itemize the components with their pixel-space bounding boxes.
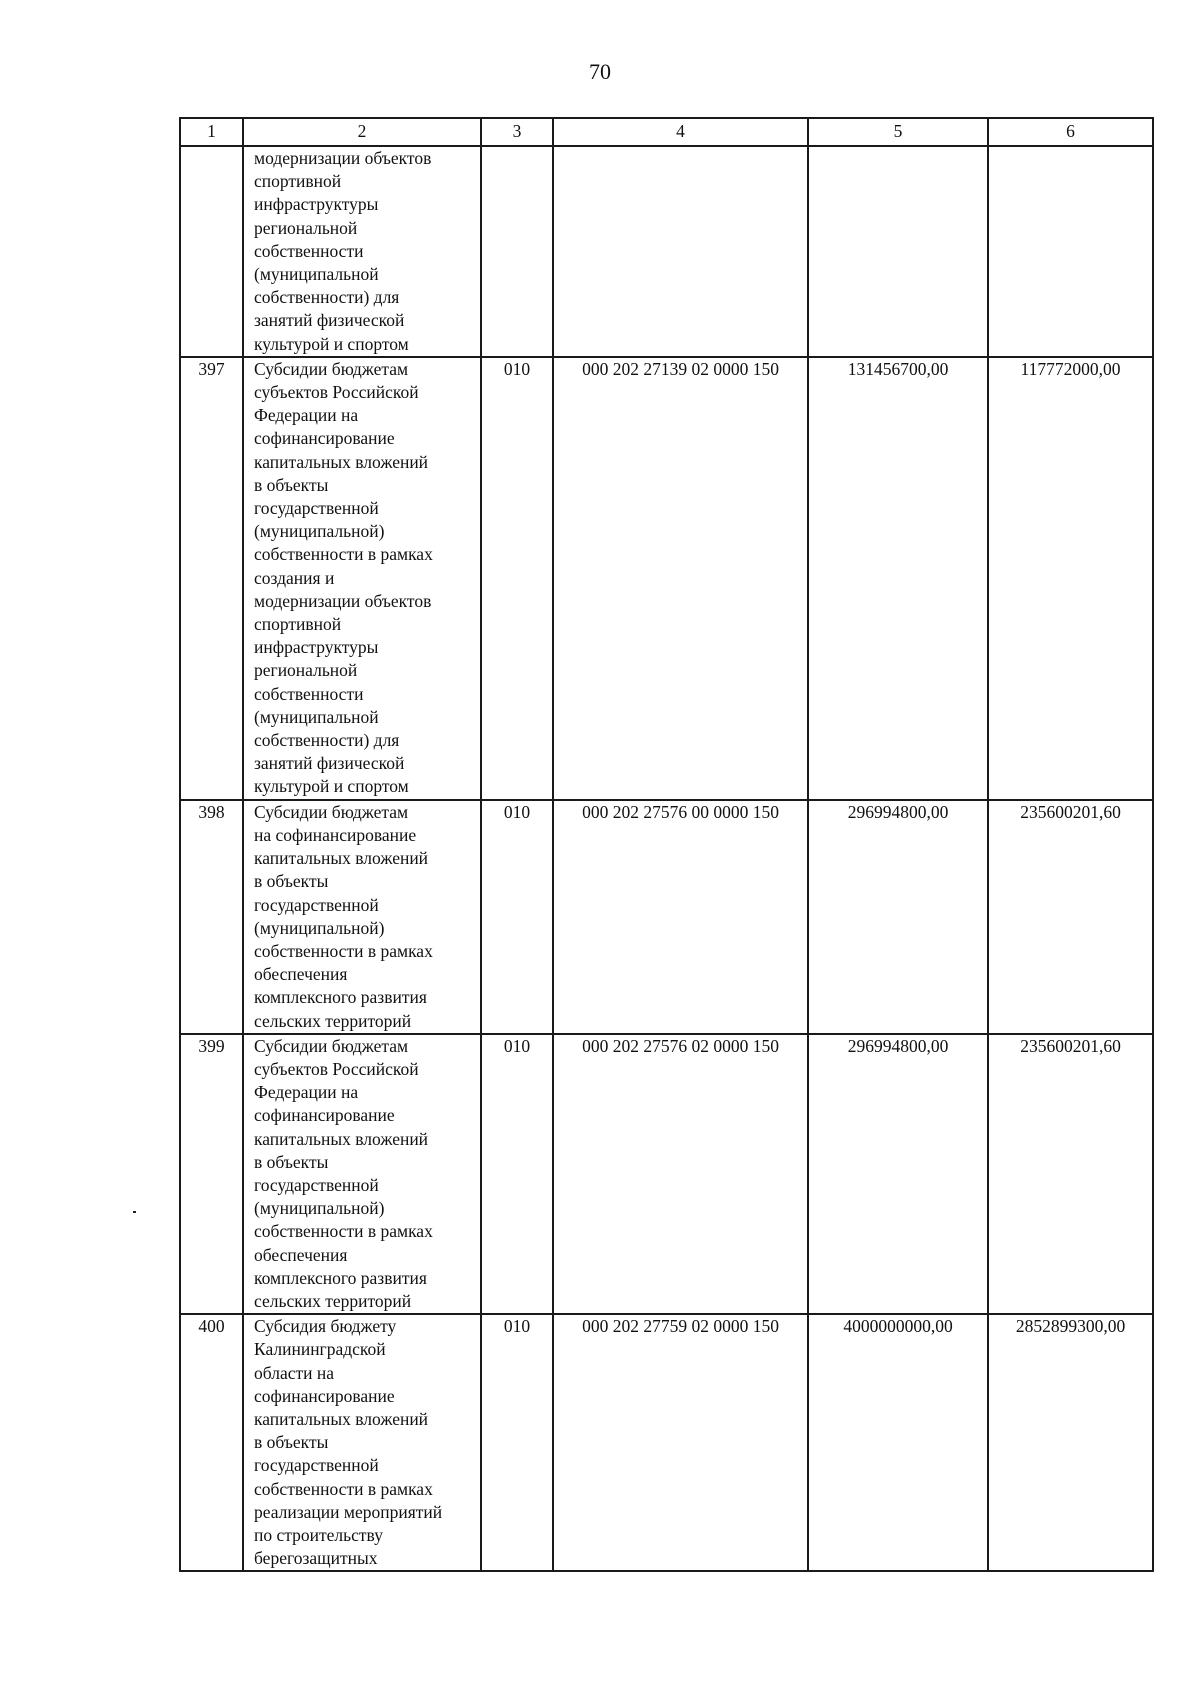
description-line: собственности в рамках: [254, 544, 433, 565]
table-row: [180, 1314, 1153, 1571]
description-line: берегозащитных: [254, 1548, 378, 1569]
description-line: области на: [254, 1362, 335, 1383]
description-line: модернизации объектов: [254, 148, 432, 168]
description-line: обеспечения: [254, 1244, 348, 1265]
description-line: государственной: [254, 1455, 379, 1476]
description-line: софинансирование: [254, 1105, 395, 1126]
header-col-4: 4: [553, 118, 808, 146]
description-line: региональной: [254, 217, 358, 238]
planned-amount: 4000000000,00: [808, 1314, 988, 1571]
description-line: Субсидии бюджетам: [254, 1035, 409, 1056]
description-line: софинансирование: [254, 1385, 395, 1406]
header-col-1: 1: [180, 118, 243, 146]
description-line: региональной: [254, 660, 358, 681]
executed-amount: 117772000,00: [988, 357, 1153, 800]
description-line: Федерации на: [254, 405, 359, 426]
executed-amount: 2852899300,00: [988, 1314, 1153, 1571]
description-line: собственности) для: [254, 287, 400, 308]
row-description: [243, 1314, 481, 1571]
admin-code: 010: [481, 800, 553, 1034]
description-line: инфраструктуры: [254, 637, 379, 658]
description-line: Калининградской: [254, 1339, 386, 1360]
description-line: в объекты: [254, 871, 329, 892]
planned-amount: 296994800,00: [808, 1034, 988, 1314]
header-col-2: 2: [243, 118, 481, 146]
row-number: 400: [180, 1314, 243, 1571]
description-line: Федерации на: [254, 1082, 359, 1103]
description-line: сельских территорий: [254, 1010, 412, 1031]
scan-speck: [133, 1211, 136, 1213]
page-number: 70: [589, 59, 611, 84]
planned-amount: 296994800,00: [808, 800, 988, 1034]
description-line: Субсидия бюджету: [254, 1316, 397, 1337]
admin-code: 010: [481, 357, 553, 800]
table-body: [180, 146, 1153, 1571]
description-line: капитальных вложений: [254, 1408, 429, 1429]
admin-code: [481, 146, 553, 357]
description-line: обеспечения: [254, 964, 348, 985]
planned-amount: 131456700,00: [808, 357, 988, 800]
description-line: государственной: [254, 894, 379, 915]
description-line: (муниципальной: [254, 264, 379, 285]
revenue-code: 000 202 27576 00 0000 150: [553, 800, 808, 1034]
description-line: занятий физической: [254, 753, 405, 774]
row-description: [243, 800, 481, 1034]
header-row: [180, 118, 1153, 146]
executed-amount: [988, 146, 1153, 357]
description-line: (муниципальной: [254, 706, 379, 727]
header-col-3: 3: [481, 118, 553, 146]
row-number: 398: [180, 800, 243, 1034]
description-line: собственности: [254, 240, 364, 261]
table-row: [180, 357, 1153, 800]
description-line: собственности в рамках: [254, 1478, 433, 1499]
admin-code: 010: [481, 1034, 553, 1314]
description-line: комплексного развития: [254, 1267, 427, 1288]
table-row: [180, 146, 1153, 357]
description-line: субъектов Российской: [254, 1058, 419, 1079]
table-row: [180, 800, 1153, 1034]
description-line: комплексного развития: [254, 987, 427, 1008]
row-description: [243, 1034, 481, 1314]
executed-amount: 235600201,60: [988, 1034, 1153, 1314]
description-line: культурой и спортом: [254, 776, 409, 797]
description-line: сельских территорий: [254, 1290, 412, 1311]
row-number: 399: [180, 1034, 243, 1314]
description-line: в объекты: [254, 1151, 329, 1172]
table-row: [180, 1034, 1153, 1314]
description-line: капитальных вложений: [254, 451, 429, 472]
description-line: государственной: [254, 498, 379, 519]
description-line: по строительству: [254, 1524, 383, 1545]
description-line: (муниципальной): [254, 521, 385, 542]
description-line: государственной: [254, 1174, 379, 1195]
revenue-code: 000 202 27576 02 0000 150: [553, 1034, 808, 1314]
description-line: софинансирование: [254, 428, 395, 449]
description-line: собственности) для: [254, 730, 400, 751]
description-line: (муниципальной): [254, 917, 385, 938]
description-line: культурой и спортом: [254, 333, 409, 354]
description-line: Субсидии бюджетам: [254, 358, 409, 379]
description-line: создания и: [254, 567, 335, 588]
description-line: собственности в рамках: [254, 940, 433, 961]
description-line: собственности в рамках: [254, 1221, 433, 1242]
description-line: реализации мероприятий: [254, 1501, 443, 1522]
table-header: [180, 118, 1153, 146]
description-line: капитальных вложений: [254, 848, 429, 869]
budget-table: [179, 117, 1154, 1572]
admin-code: 010: [481, 1314, 553, 1571]
description-line: модернизации объектов: [254, 590, 432, 611]
description-line: занятий физической: [254, 310, 405, 331]
description-line: спортивной: [254, 614, 342, 635]
description-line: Субсидии бюджетам: [254, 801, 409, 822]
revenue-code: 000 202 27139 02 0000 150: [553, 357, 808, 800]
description-line: инфраструктуры: [254, 194, 379, 215]
description-line: (муниципальной): [254, 1198, 385, 1219]
description-line: в объекты: [254, 474, 329, 495]
description-line: собственности: [254, 683, 364, 704]
row-description: [243, 357, 481, 800]
revenue-code: 000 202 27759 02 0000 150: [553, 1314, 808, 1571]
description-line: в объекты: [254, 1432, 329, 1453]
executed-amount: 235600201,60: [988, 800, 1153, 1034]
row-number: [180, 146, 243, 357]
row-number: 397: [180, 357, 243, 800]
row-description: [243, 146, 481, 357]
description-line: субъектов Российской: [254, 382, 419, 403]
planned-amount: [808, 146, 988, 357]
description-line: на софинансирование: [254, 824, 417, 845]
header-col-6: 6: [988, 118, 1153, 146]
description-line: капитальных вложений: [254, 1128, 429, 1149]
header-col-5: 5: [808, 118, 988, 146]
description-line: спортивной: [254, 171, 342, 192]
revenue-code: [553, 146, 808, 357]
